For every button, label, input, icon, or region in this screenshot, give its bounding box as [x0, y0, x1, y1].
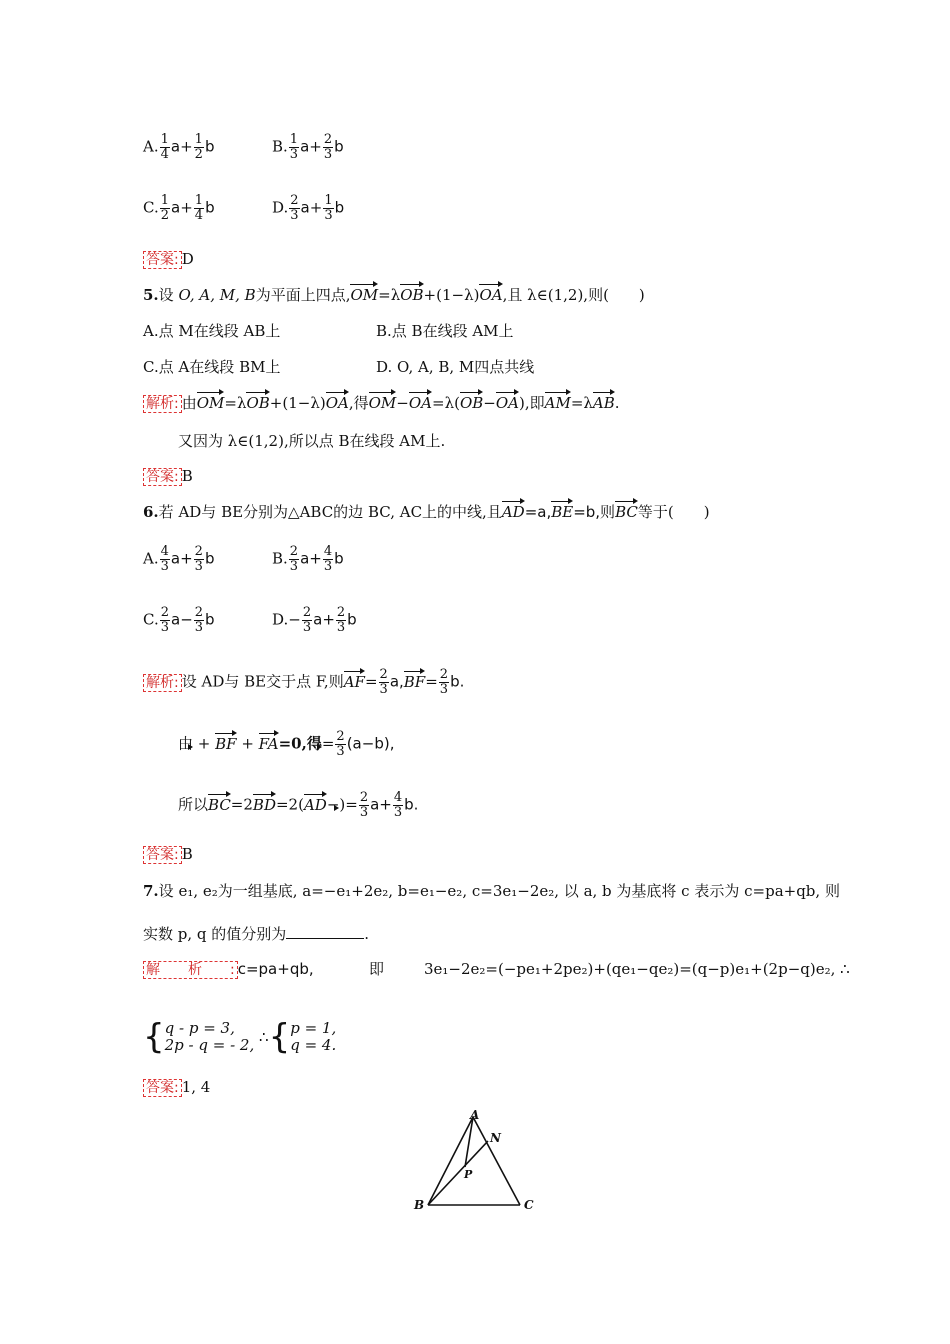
explanation-tag: 解析: — [143, 395, 182, 413]
answer-blank[interactable] — [286, 924, 364, 939]
label-c: C — [524, 1198, 534, 1212]
q6-explanation-line2: 由 + BF + FA=0,得= $\frac{2}{3}$ (a−b), — [178, 729, 395, 759]
label-b: B — [414, 1198, 425, 1212]
answer-value: B — [181, 845, 193, 863]
triangle-figure — [405, 1105, 545, 1215]
segment-bn — [428, 1141, 488, 1205]
q5-explanation-line2: 又因为 λ∈(1,2),所以点 B在线段 AM上. — [178, 432, 446, 450]
prev-option-b: B. $\frac{1}{3}$ a+ $\frac{2}{3}$ b — [272, 132, 344, 162]
q5-stem: 5.设 O, A, M, B为平面上四点,OM=λOB+(1−λ)OA,且 λ∈(1,2),则( ) — [143, 286, 645, 304]
q6-option-a: A. $\frac{4}{3}$ a+ $\frac{2}{3}$ b — [143, 544, 215, 574]
label-a: A — [470, 1108, 480, 1122]
q6-explanation-line3: 所以BC=2BD=2(AD−)= $\frac{2}{3}$ a+ $\frac{4}{3}$ b. — [178, 790, 419, 820]
answer-value: D — [181, 250, 194, 268]
q6-stem: 6.若 AD与 BE分别为△ABC的边 BC, AC上的中线,且AD=a,BE=b,则BC等于( ) — [143, 503, 710, 521]
answer-value: 1, 4 — [181, 1078, 211, 1096]
answer-tag: 答案: — [143, 1079, 182, 1097]
prev-option-a: A. $\frac{1}{4}$ a+ $\frac{1}{2}$ b — [143, 132, 215, 162]
q6-option-b: B. $\frac{2}{3}$ a+ $\frac{4}{3}$ b — [272, 544, 344, 574]
q5-answer — [143, 467, 193, 486]
answer-tag: 答案: — [143, 468, 182, 486]
q5-option-a: A.点 M在线段 AB上 — [143, 322, 281, 340]
prev-option-c: C. $\frac{1}{2}$ a+ $\frac{1}{4}$ b — [143, 193, 215, 223]
q6-option-d: D.− $\frac{2}{3}$ a+ $\frac{2}{3}$ b — [272, 605, 357, 635]
q7-stem-line2: 实数 p, q 的值分别为 . — [143, 925, 370, 943]
answer-tag: 答案: — [143, 251, 182, 269]
q7-stem-line1: 7.设 e₁, e₂为一组基底, a=−e₁+2e₂, b=e₁−e₂, c=3e₁−2e₂, 以 a, b 为基底将 c 表示为 c=pa+qb, 则 — [143, 882, 840, 900]
explanation-tag: 解 析 : — [143, 961, 238, 979]
label-n: N — [490, 1131, 501, 1145]
q5-option-b: B.点 B在线段 AM上 — [376, 322, 514, 340]
q7-answer — [143, 1078, 210, 1097]
prev-answer — [143, 250, 194, 269]
left-brace: { — [268, 1017, 291, 1057]
answer-value: B — [181, 467, 193, 485]
q6-explanation-line1: 解析: 设 AD与 BE交于点 F,则AF= $\frac{2}{3}$ a,BF= $\frac{2}{3}$ b. — [143, 668, 464, 697]
label-p: P — [464, 1168, 473, 1181]
q5-option-c: C.点 A在线段 BM上 — [143, 358, 281, 376]
q6-answer — [143, 845, 193, 864]
q5-option-d: D. O, A, B, M四点共线 — [376, 358, 535, 376]
answer-tag: 答案: — [143, 846, 182, 864]
q7-explanation-ji: 即 — [369, 960, 385, 978]
explanation-tag: 解析: — [143, 674, 182, 692]
q5-explanation-line1: 解析: 由OM=λOB+(1−λ)OA,得OM−OA=λ(OB−OA),即AM=λAB. — [143, 394, 620, 413]
left-brace: { — [143, 1017, 165, 1057]
q7-equation-system: { q - p = 3, 2p - q = - 2, ∴{ p = 1, q = 4. — [143, 1017, 337, 1057]
q7-explanation-line1: 解 析 : c=pa+qb, — [143, 960, 314, 979]
prev-option-d: D. $\frac{2}{3}$ a+ $\frac{1}{3}$ b — [272, 193, 345, 223]
q7-explanation-eq: 3e₁−2e₂=(−pe₁+2pe₂)+(qe₁−qe₂)=(q−p)e₁+(2p−q)e₂, ∴ — [424, 960, 850, 978]
q6-option-c: C. $\frac{2}{3}$ a− $\frac{2}{3}$ b — [143, 605, 215, 635]
